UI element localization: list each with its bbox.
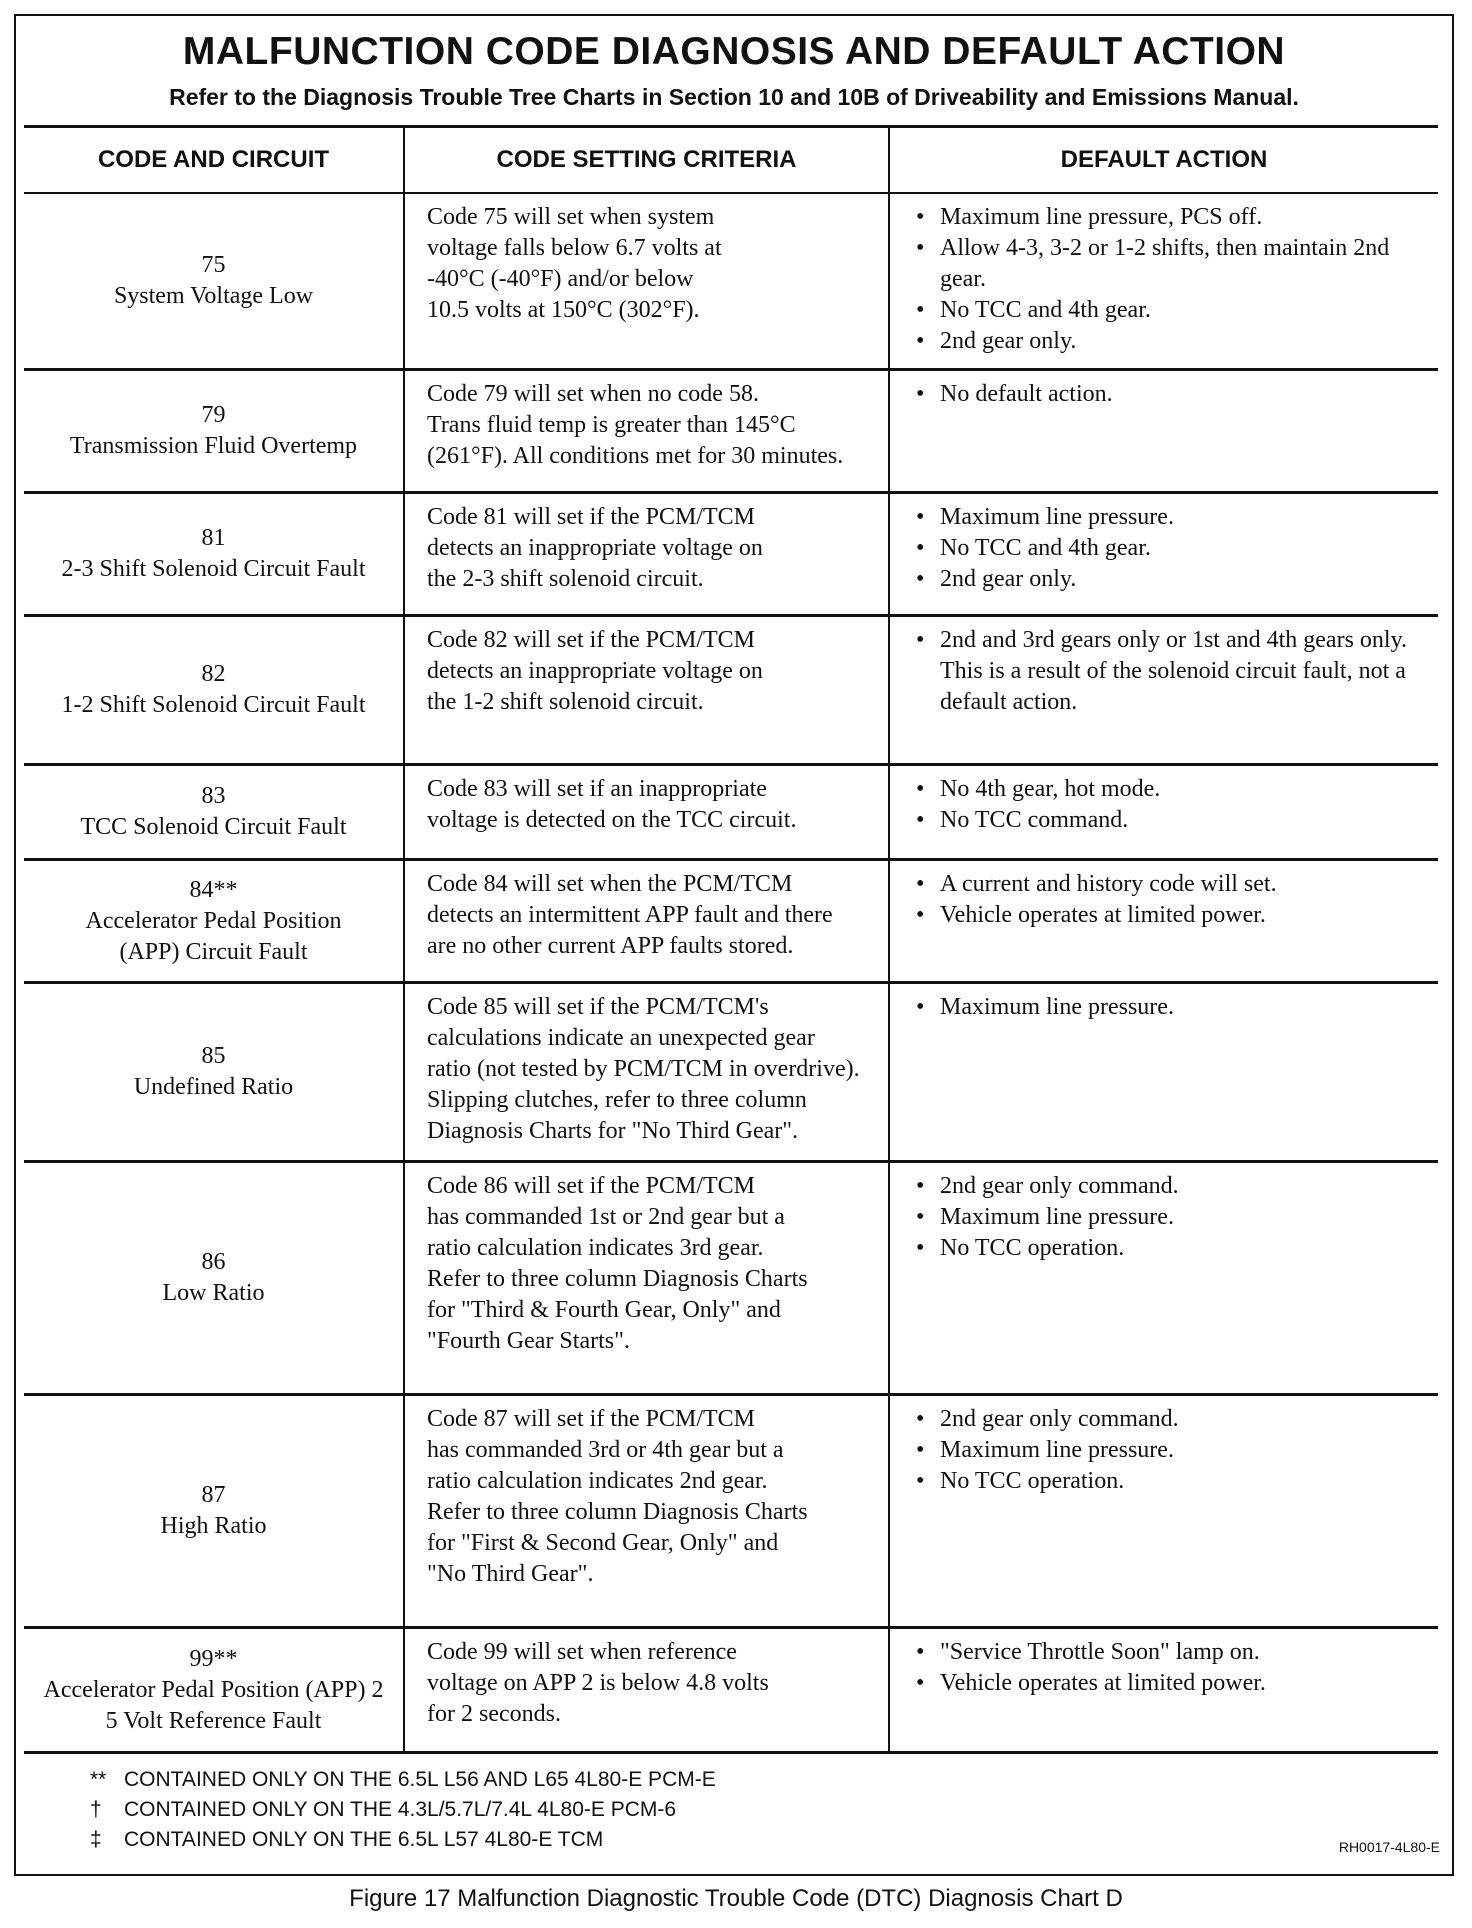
action-cell [889, 616, 1438, 765]
criteria-line: Code 83 will set if an inappropriate [427, 776, 767, 802]
criteria-line: ratio calculation indicates 2nd gear. [427, 1468, 768, 1494]
criteria-line: detects an intermittent APP fault and there [427, 902, 833, 928]
criteria-line: Code 81 will set if the PCM/TCM [427, 504, 756, 530]
table-row [24, 983, 1438, 1162]
table-row [24, 616, 1438, 765]
circuit-name: Low Ratio [162, 1280, 265, 1306]
action-item: • Maximum line pressure. [912, 1202, 1428, 1233]
code-number: 87 [201, 1482, 226, 1508]
circuit-name: Accelerator Pedal Position (APP) 2 [43, 1676, 384, 1703]
column-header-action: DEFAULT ACTION [889, 127, 1438, 194]
code-cell [24, 193, 404, 370]
criteria-line: Code 87 will set if the PCM/TCM [427, 1406, 756, 1432]
action-item: • Maximum line pressure, PCS off. [912, 202, 1428, 233]
action-item: • 2nd gear only command. [912, 1171, 1428, 1202]
criteria-cell [404, 1162, 889, 1395]
criteria-cell [404, 1628, 889, 1753]
table-row [24, 1162, 1438, 1395]
column-header-code: CODE AND CIRCUIT [24, 127, 404, 194]
table-row [24, 765, 1438, 860]
action-item: • Vehicle operates at limited power. [912, 900, 1428, 931]
criteria-line: calculations indicate an unexpected gear [427, 1025, 815, 1051]
code-number: 79 [201, 402, 226, 428]
action-item: • Allow 4-3, 3-2 or 1-2 shifts, then maintain 2nd gear. [912, 233, 1428, 295]
criteria-line: Code 99 will set when reference [427, 1639, 737, 1665]
action-item: • No TCC command. [912, 805, 1428, 836]
action-item: • 2nd gear only. [912, 564, 1428, 595]
code-cell [24, 616, 404, 765]
criteria-line: "Fourth Gear Starts". [427, 1328, 630, 1354]
footnote-symbol: † [90, 1798, 102, 1821]
code-number: 81 [201, 525, 226, 551]
criteria-line: voltage on APP 2 is below 4.8 volts [427, 1670, 769, 1696]
action-cell [889, 1162, 1438, 1395]
table-row [24, 1395, 1438, 1628]
criteria-line: -40°C (-40°F) and/or below [427, 266, 694, 292]
footnote-symbol: ** [90, 1768, 107, 1791]
code-number: 85 [201, 1043, 226, 1069]
action-cell [889, 983, 1438, 1162]
criteria-line: "No Third Gear". [427, 1561, 594, 1587]
code-number: 83 [201, 783, 226, 809]
action-item: • Maximum line pressure. [912, 1435, 1428, 1466]
circuit-name: High Ratio [160, 1513, 267, 1539]
criteria-line: detects an inappropriate voltage on [427, 658, 763, 684]
code-cell [24, 860, 404, 983]
circuit-name: TCC Solenoid Circuit Fault [80, 814, 347, 840]
table-row [24, 193, 1438, 370]
page-subtitle: Refer to the Diagnosis Trouble Tree Charts in Section 10 and 10B of Driveability and Emissions Manual. [169, 84, 1299, 110]
criteria-line: ratio calculation indicates 3rd gear. [427, 1235, 764, 1261]
criteria-line: (261°F). All conditions met for 30 minutes. [427, 443, 844, 469]
action-item: • Maximum line pressure. [912, 992, 1428, 1023]
criteria-line: Code 84 will set when the PCM/TCM [427, 871, 793, 897]
action-cell [889, 860, 1438, 983]
footnote-text: CONTAINED ONLY ON THE 4.3L/5.7L/7.4L 4L80-E PCM-6 [124, 1798, 677, 1821]
table-row [24, 1628, 1438, 1753]
figure-caption: Figure 17 Malfunction Diagnostic Trouble Code (DTC) Diagnosis Chart D [349, 1885, 1123, 1912]
criteria-line: Slipping clutches, refer to three column [427, 1087, 807, 1113]
criteria-line: for 2 seconds. [427, 1701, 561, 1727]
criteria-line: are no other current APP faults stored. [427, 933, 794, 959]
action-cell [889, 493, 1438, 616]
criteria-line: has commanded 3rd or 4th gear but a [427, 1437, 784, 1463]
criteria-line: Code 82 will set if the PCM/TCM [427, 627, 756, 653]
action-item: • No TCC operation. [912, 1233, 1428, 1264]
action-item: • No 4th gear, hot mode. [912, 774, 1428, 805]
code-cell [24, 765, 404, 860]
code-number: 84** [189, 876, 238, 903]
criteria-cell [404, 493, 889, 616]
action-item: • No default action. [912, 379, 1428, 410]
footnote-line [90, 1825, 716, 1855]
action-cell [889, 765, 1438, 860]
circuit-name: 2-3 Shift Solenoid Circuit Fault [61, 556, 366, 582]
footnotes [90, 1765, 716, 1855]
code-cell [24, 493, 404, 616]
action-item: • 2nd gear only. [912, 326, 1428, 357]
footnote-line [90, 1765, 716, 1795]
column-header-criteria: CODE SETTING CRITERIA [404, 127, 889, 194]
criteria-line: 10.5 volts at 150°C (302°F). [427, 297, 700, 323]
reference-code: RH0017-4L80-E [1338, 1839, 1440, 1855]
code-number: 99** [189, 1645, 238, 1672]
action-cell [889, 193, 1438, 370]
circuit-name: Accelerator Pedal Position [85, 907, 342, 934]
table-row [24, 860, 1438, 983]
criteria-cell [404, 370, 889, 493]
action-item: • A current and history code will set. [912, 869, 1428, 900]
action-item: • 2nd and 3rd gears only or 1st and 4th gears only. This is a result of the solenoid circuit fault, not a default action. [912, 625, 1428, 718]
criteria-line: Code 86 will set if the PCM/TCM [427, 1173, 756, 1199]
code-cell [24, 1162, 404, 1395]
criteria-line: Code 75 will set when system [427, 204, 715, 230]
action-item: • Maximum line pressure. [912, 502, 1428, 533]
footnote-text: CONTAINED ONLY ON THE 6.5L L57 4L80-E TCM [124, 1828, 604, 1851]
criteria-cell [404, 616, 889, 765]
criteria-line: Refer to three column Diagnosis Charts [427, 1499, 808, 1525]
criteria-line: Refer to three column Diagnosis Charts [427, 1266, 808, 1292]
action-cell [889, 1628, 1438, 1753]
criteria-line: voltage is detected on the TCC circuit. [427, 807, 797, 833]
footnote-symbol: ‡ [90, 1828, 102, 1851]
action-item: • "Service Throttle Soon" lamp on. [912, 1637, 1428, 1668]
table-row [24, 370, 1438, 493]
code-number: 82 [201, 661, 226, 687]
code-number: 75 [201, 252, 226, 278]
criteria-cell [404, 860, 889, 983]
footnote-line [90, 1795, 716, 1825]
criteria-line: Code 79 will set when no code 58. [427, 381, 759, 407]
circuit-name: 5 Volt Reference Fault [105, 1707, 322, 1734]
criteria-line: voltage falls below 6.7 volts at [427, 235, 722, 261]
criteria-line: detects an inappropriate voltage on [427, 535, 763, 561]
circuit-name: Undefined Ratio [133, 1074, 294, 1100]
circuit-name: Transmission Fluid Overtemp [69, 433, 358, 459]
circuit-name: System Voltage Low [113, 283, 314, 309]
footnote-text: CONTAINED ONLY ON THE 6.5L L56 AND L65 4L80-E PCM-E [124, 1768, 716, 1791]
criteria-line: Trans fluid temp is greater than 145°C [427, 412, 796, 438]
action-cell [889, 1395, 1438, 1628]
page-title: MALFUNCTION CODE DIAGNOSIS AND DEFAULT ACTION [182, 30, 1286, 73]
criteria-line: the 2-3 shift solenoid circuit. [427, 566, 704, 592]
circuit-name: (APP) Circuit Fault [119, 938, 308, 965]
code-cell [24, 1628, 404, 1753]
code-cell [24, 983, 404, 1162]
criteria-cell [404, 1395, 889, 1628]
criteria-line: for "Third & Fourth Gear, Only" and [427, 1297, 781, 1323]
criteria-line: Diagnosis Charts for "No Third Gear". [427, 1118, 799, 1144]
code-cell [24, 370, 404, 493]
action-item: • No TCC and 4th gear. [912, 533, 1428, 564]
criteria-line: the 1-2 shift solenoid circuit. [427, 689, 704, 715]
dtc-table [24, 125, 1438, 1754]
circuit-name: 1-2 Shift Solenoid Circuit Fault [61, 692, 366, 718]
criteria-line: ratio (not tested by PCM/TCM in overdrive). [427, 1056, 860, 1082]
action-item: • 2nd gear only command. [912, 1404, 1428, 1435]
code-number: 86 [201, 1249, 226, 1275]
criteria-line: has commanded 1st or 2nd gear but a [427, 1204, 785, 1230]
action-item: • No TCC operation. [912, 1466, 1428, 1497]
criteria-line: for "First & Second Gear, Only" and [427, 1530, 779, 1556]
criteria-cell [404, 193, 889, 370]
criteria-cell [404, 765, 889, 860]
criteria-line: Code 85 will set if the PCM/TCM's [427, 994, 769, 1020]
action-item: • No TCC and 4th gear. [912, 295, 1428, 326]
criteria-cell [404, 983, 889, 1162]
table-row [24, 493, 1438, 616]
action-cell [889, 370, 1438, 493]
table-header-row [24, 127, 1438, 194]
action-item: • Vehicle operates at limited power. [912, 1668, 1428, 1699]
code-cell [24, 1395, 404, 1628]
